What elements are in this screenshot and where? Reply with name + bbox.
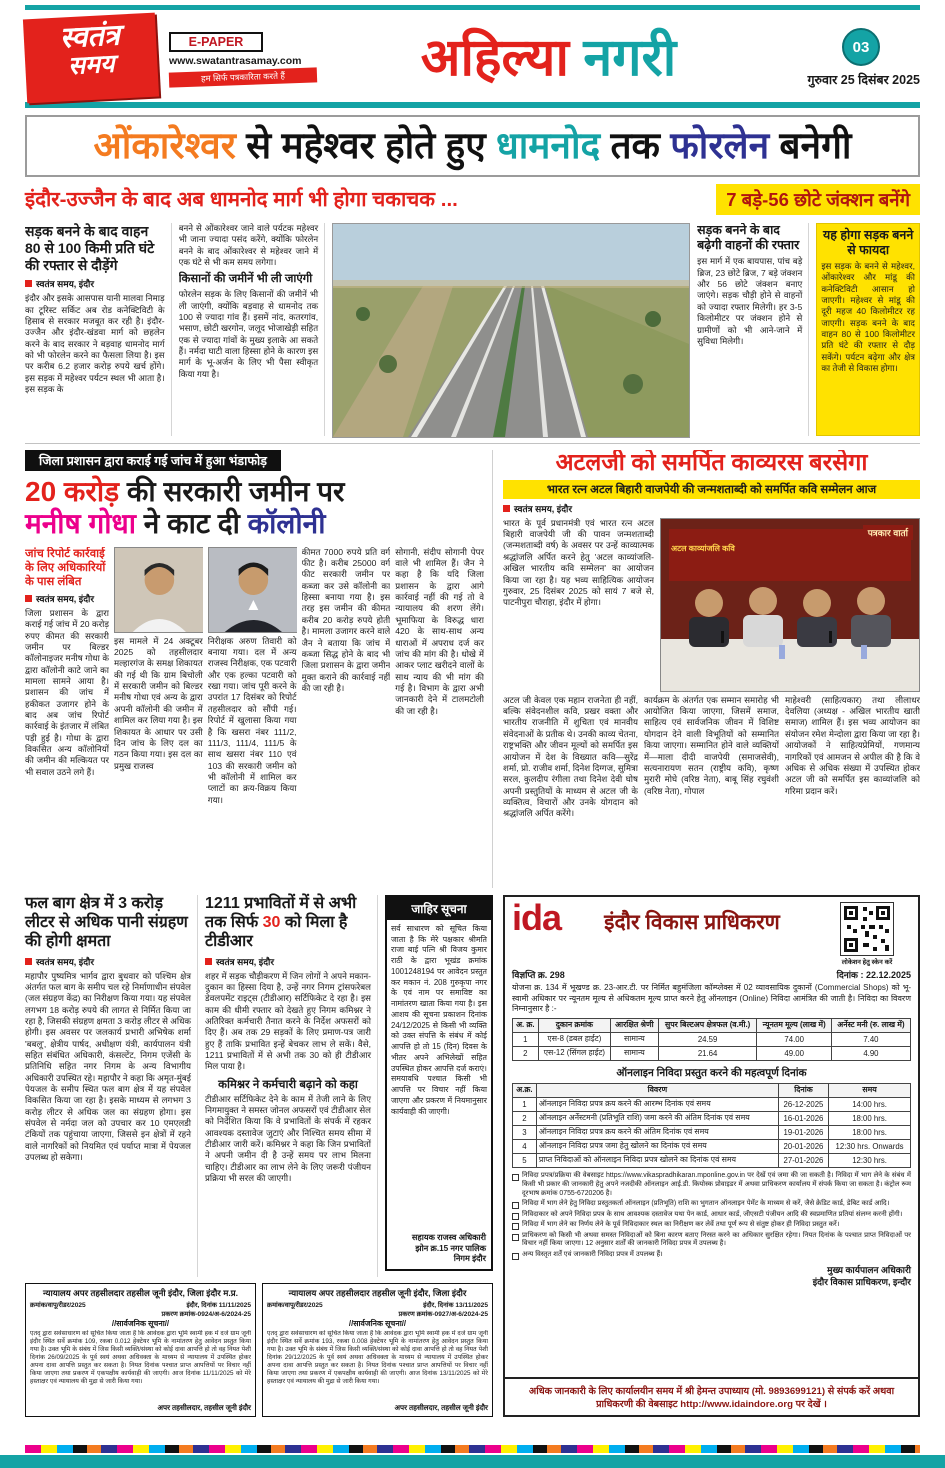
ida-dates-table bbox=[512, 1083, 911, 1168]
header-cell: अर्नेस्ट मनी (रु. लाख में) bbox=[831, 1018, 910, 1032]
cell: 3 bbox=[513, 1125, 537, 1139]
header-cell: दुकान क्रमांक bbox=[538, 1018, 610, 1032]
ida-date: दिनांक : 22.12.2025 bbox=[836, 969, 911, 980]
logo-line1: स्वतंत्र bbox=[59, 19, 121, 55]
court-notices bbox=[25, 1283, 493, 1417]
cell: 1 bbox=[513, 1097, 537, 1111]
note-text: निविदा में भाग लेने हेतु निविदा प्रस्तुतकर्ता ऑनलाइन (प्रतिभूति) राशि का भुगतान ऑनलाइन पेमेंट के माध्यम से करें, जैसे क्रेडिट कार्ड, डेबिट कार्ड आदि। bbox=[522, 1200, 890, 1207]
headline-part: 1211 प्रभावितों में से अभी तक सिर्फ bbox=[205, 894, 357, 931]
ida-dates-title: ऑनलाइन निविदा प्रस्तुत करने की महत्वपूर्ण दिनांक bbox=[616, 1066, 807, 1079]
story-paragraph: माहेश्वरी (साहित्यकार) तथा लीलाधर देवलिया (अध्यक्ष - अखिल भारतीय खाती समाज) शामिल हैं। इस भव्य आयोजन का संयोजन रमेश मेन्दोला द्वारा किया जा रहा है। आयोजकों ने साहित्यप्रेमियों, गणमान्य नागरिकों एवं आमजन से अपील की है कि वे अधिक से अधिक संख्या में उपस्थित होकर अटल जी को समर्पित इस काव्यांजलि को गरिमा प्रदान करें। bbox=[785, 694, 920, 796]
benefit-paragraph: इस सड़क के बनने से महेश्वर, ओंकारेश्वर और मांडू की कनेक्टिविटी आसान हो जाएगी। महेश्वर से मांडू की दूरी महज 40 किलोमीटर रह जाएगी। सड़क बनने के बाद वाहन 80 से 100 किलोमीटर प्रति घंटे की रफ्तार से दौड़ सकेंगे। पर्यटन बढ़ेगा और क्षेत्र का तेजी से विकास होगा। bbox=[821, 260, 915, 374]
epaper-badge[interactable]: E-PAPER bbox=[169, 32, 263, 52]
table-row bbox=[513, 1139, 911, 1153]
checkbox-icon bbox=[512, 1234, 519, 1241]
cell: ऑनलाइन निविदा प्रपत्र क्रय करने की अंतिम दिनांक एवं समय bbox=[536, 1125, 778, 1139]
story-headline: फल बाग क्षेत्र में 3 करोड़ लीटर से अधिक पानी संग्रहण की होगी क्षमता bbox=[25, 894, 188, 950]
header-cell: दिनांक bbox=[778, 1083, 828, 1097]
cell: ऑनलाइन निविदा प्रपत्र जमा हेतु खोलने का दिनांक एवं समय bbox=[536, 1139, 778, 1153]
highway-photo-graphic bbox=[333, 224, 689, 437]
cell: 74.00 bbox=[757, 1032, 831, 1046]
headline-part: को मिला है टीडीआर bbox=[205, 913, 348, 950]
story-paragraph: कार्यक्रम के अंतर्गत एक सम्मान समारोह भी आयोजित किया जाएगा, जिसमें समाज, साहित्य एवं सार्वजनिक जीवन में विशिष्ट योगदान देने वाली विभूतियों को सम्मानित किया जाएगा। सम्मानित होने वाले व्यक्तियों में—माला दीदी वाजपेयी (समाजसेवी), सत्यनारायण सतन (राष्ट्रीय कवि), कृष्ण मुरारी मोघे (वरिष्ठ नेता), बाबू सिंह रघुवंशी (वरिष्ठ नेता), गोपाल bbox=[644, 694, 779, 796]
story-headline bbox=[205, 895, 371, 952]
masthead-right bbox=[770, 16, 920, 100]
logo-line2: समय bbox=[67, 50, 116, 81]
court-signature: अपर तहसीलदार, तहसील जूनी इंदौर bbox=[394, 1402, 488, 1412]
benefit-box bbox=[816, 223, 920, 436]
press-conference-photo bbox=[660, 518, 920, 692]
masthead-divider bbox=[25, 102, 920, 108]
qr-code[interactable] bbox=[840, 902, 894, 956]
scam-column-5 bbox=[395, 547, 484, 869]
sign-line: इंदौर विकास प्राधिकरण, इन्दौर bbox=[812, 1276, 911, 1287]
lead-word: होते हुए bbox=[384, 125, 486, 166]
lead-word: तक bbox=[610, 125, 660, 166]
cell: 12:30 hrs. bbox=[829, 1153, 911, 1167]
lead-word: धामनोद bbox=[495, 125, 601, 166]
paper-title bbox=[339, 16, 758, 100]
cell: सामान्य bbox=[611, 1046, 659, 1060]
byline bbox=[205, 955, 371, 968]
photo-banner-label: पत्रकार वार्ता bbox=[863, 525, 913, 540]
checkbox-icon bbox=[512, 1213, 519, 1220]
cell: 2 bbox=[513, 1046, 539, 1060]
cell: 16-01-2026 bbox=[778, 1111, 828, 1125]
cell: 5 bbox=[513, 1153, 537, 1167]
story-paragraph: टीडीआर सर्टिफिकेट देने के काम में तेजी लाने के लिए निगमायुक्त ने समस्त जोनल अफसरों एवं टीडीआर सेल को निर्देशित किया कि वे प्रभावितों के संपर्क में रहकर आवश्यक दस्तावेज जुटाएं और निश्चित समय सीमा में टीडीआर जारी करें। कमिश्नर ने कहा कि जिन प्रभावितों ने अपनी जमीन दी है उन्हें समय पर लाभ मिलना चाहिए। टीडीआर का लाभ लेने के लिए जरूरी पंजीयन प्रक्रिया भी सरल की जाएगी। bbox=[205, 1093, 371, 1184]
byline-bullet-icon bbox=[25, 595, 32, 602]
sign-line: झोन क्र.15 नगर पालिक bbox=[415, 1243, 486, 1253]
cell: 21.64 bbox=[658, 1046, 757, 1060]
public-notice bbox=[385, 895, 493, 1277]
ida-notice-no: विज्ञप्ति क्र. 298 bbox=[512, 969, 565, 980]
court-notice-title: //सार्वजनिक सूचना// bbox=[111, 1318, 170, 1328]
header-cell: सुपर बिल्टअप क्षेत्रफल (व.मी.) bbox=[658, 1018, 757, 1032]
cell: एस-8 (डबल हाईट) bbox=[538, 1032, 610, 1046]
qr-label: लोकेशन हेतु स्केन करें bbox=[841, 958, 893, 966]
story-subhead: सड़क बनने के बाद बढ़ेगी वाहनों की रफ्तार bbox=[697, 222, 800, 253]
paper-title-red: अहिल्या bbox=[420, 29, 569, 87]
headline-part: मनीष गोधा bbox=[25, 507, 136, 539]
lead-headline bbox=[25, 115, 920, 177]
benefit-headline: यह होगा सड़क बनने से फायदा bbox=[823, 227, 914, 257]
headline-part: 20 करोड़ bbox=[25, 475, 120, 507]
scam-column-2 bbox=[114, 547, 203, 869]
table-header-row bbox=[513, 1018, 911, 1032]
cell: प्राप्त निविदाओं को ऑनलाइन निविदा प्रपत्र खोलने का दिनांक एवं समय bbox=[536, 1153, 778, 1167]
story-subhead: किसानों की जमीनें भी ली जाएंगी bbox=[178, 273, 313, 286]
top-rule bbox=[25, 5, 920, 10]
checkbox-icon bbox=[512, 1223, 519, 1230]
cell: 49.00 bbox=[757, 1046, 831, 1060]
scam-columns bbox=[25, 547, 484, 869]
story-paragraph: फोरलेन सड़क के लिए किसानों की जमीनें भी ली जाएंगी, क्योंकि बड़वाह से धामनोद तक 100 से ज्यादा गांव हैं। इसमें नांद, कतरगांव, भसाण, छोटी खरगोन, जलूद भोजाखेड़ी सहित एक से ज्यादा गांवों के मुख्य इलाके आ सकते हैं। नर्मदा घाटी वाला हिस्सा होने के कारण इस मार्ग के भू-अर्जन के लिए भी पैसा स्वीकृत किया गया है। bbox=[178, 289, 319, 379]
notice-title: जाहिर सूचना bbox=[387, 897, 491, 920]
atal-top-row bbox=[503, 518, 920, 690]
cell: 14:00 hrs. bbox=[829, 1097, 911, 1111]
byline-text: स्वतंत्र समय, इंदौर bbox=[514, 503, 573, 514]
story-subhead: कमिश्नर ने कर्मचारी बढ़ाने को कहा bbox=[218, 1078, 358, 1091]
section-divider bbox=[25, 443, 920, 444]
note-text: प्राधिकरण को किसी भी अथवा समस्त निविदाओं को बिना कारण बताए निरस्त करने का अधिकार सुरक्षित रहेगा। नियत दिनांक के पश्चात प्राप्त निविदाओं पर विचार नहीं किया जाएगा। 12 अनुसार शर्तों की जानकारी निविदा प्रपत्र में उपलब्ध है। bbox=[522, 1231, 911, 1248]
cell: 2 bbox=[513, 1111, 537, 1125]
cell: सामान्य bbox=[611, 1032, 659, 1046]
scam-column-3 bbox=[208, 547, 297, 869]
lead-subhead bbox=[25, 184, 920, 215]
lead-word: महेश्वर bbox=[281, 125, 375, 166]
cell: ऑनलाइन निविदा प्रपत्र क्रय करने की आरम्भ दिनांक एवं समय bbox=[536, 1097, 778, 1111]
court-notice-left bbox=[25, 1283, 256, 1417]
subhead-left: इंदौर-उज्जैन के बाद अब धामनोद मार्ग भी होगा चकाचक ... bbox=[25, 188, 458, 212]
cell: 26-12-2025 bbox=[778, 1097, 828, 1111]
scam-headline bbox=[25, 476, 484, 540]
byline-bullet-icon bbox=[25, 958, 32, 965]
lead-word: फोरलेन bbox=[670, 125, 770, 166]
court-date: इंदौर, दिनांक 11/11/2025 bbox=[186, 1301, 251, 1309]
subhead-highlight: 7 बड़े-56 छोटे जंक्शन बनेंगे bbox=[716, 184, 920, 215]
table-row bbox=[513, 1153, 911, 1167]
table-header-row bbox=[513, 1083, 911, 1097]
cell: 4 bbox=[513, 1139, 537, 1153]
byline-text: स्वतंत्र समय, इंदौर bbox=[36, 593, 95, 604]
photo-backdrop-label: अटल काव्यांजलि कवि bbox=[671, 543, 735, 553]
lead-column-1 bbox=[25, 223, 172, 436]
cell: 20-01-2026 bbox=[778, 1139, 828, 1153]
header-cell: समय bbox=[829, 1083, 911, 1097]
water-story bbox=[25, 895, 198, 1277]
table-row bbox=[513, 1097, 911, 1111]
cell: 27-01-2026 bbox=[778, 1153, 828, 1167]
story-paragraph: जिला प्रशासन के द्वारा कराई गई जांच में 20 करोड़ रुपए कीमत की सरकारी जमीन पर बिल्डर कॉलोनाइजर मनीष गोधा के द्वारा कॉलोनी काटे जाने का मामला सामने आया है। प्रशासन की जांच में हकीकत उजागर होने के बाद अब जांच रिपोर्ट कार्रवाई के इंतजार में लंबित पड़ी हुई है। गोधा के द्वारा विकसित अन्य कॉलोनियों की जमीन की मल्कियत पर भी सवाल उठने लगे हैं। bbox=[25, 607, 109, 777]
story-paragraph: इस मार्ग में एक बायपास, पांच बड़े ब्रिज, 23 छोटे ब्रिज, 7 बड़े जंक्शन और 56 छोटे जंक्शन बनाए जाएंगे। सड़क चौड़ी होने से वाहनों को ज्यादा रफ्तार मिलेगी। हर 3-5 किलोमीटर पर जंक्शन होने से ग्रामीणों को भी आने-जाने में सुविधा मिलेगी। bbox=[697, 256, 803, 346]
byline bbox=[25, 592, 109, 605]
person-photo-1 bbox=[114, 547, 203, 633]
note-item bbox=[512, 1232, 911, 1250]
sign-line: सहायक राजस्व अधिकारी bbox=[411, 1232, 486, 1242]
ida-meta bbox=[512, 968, 911, 981]
mid-section bbox=[25, 450, 920, 888]
side-headline: जांच रिपोर्ट कार्रवाई के लिए अधिकारियों के पास लंबित bbox=[25, 547, 106, 588]
note-item bbox=[512, 1251, 911, 1260]
lead-word: बनेगी bbox=[779, 125, 852, 166]
story-paragraph: इंदौर और इसके आसपास यानी मालवा निमाड़ का टूरिस्ट सर्किट अब रोड कनेक्टिविटी के हिसाब से सरकार मजबूत कर रही है। इंदौर-उज्जैन और इंदौर-खंडवा मार्ग को छहलेन करने के बाद सरकार ने बड़वाह धामनोद मार्ग को भी फोरलेन करने का फैसला लिया है। इस पर करीब 6.2 हजार करोड़ रुपये खर्च होंगे। इस सड़क में महेश्वर पर्यटन स्थल भी आता है। इस सड़क के bbox=[25, 293, 165, 394]
lower-stories bbox=[25, 895, 493, 1277]
note-item bbox=[512, 1211, 911, 1220]
ida-notes bbox=[512, 1172, 911, 1262]
masthead bbox=[25, 16, 920, 100]
byline-text: स्वतंत्र समय, इंदौर bbox=[216, 956, 275, 967]
bottom-rule bbox=[0, 1455, 945, 1468]
ida-signature bbox=[512, 1265, 911, 1288]
cell: एस-12 (सिंगल हाईट) bbox=[538, 1046, 610, 1060]
headline-part: ने काट दी bbox=[136, 507, 248, 539]
story-paragraph: सोगानी, संदीप सोगानी पेपर वाले भी शामिल हैं। जैन ने कहा है कि यदि जिला प्रशासन के द्वारा आगे कार्रवाई नहीं की गई तो वे न्यायालय की शरण लेंगे। भूमाफिया के विरुद्ध धारा 420 के साथ-साथ अन्य धाराओं में अपराध दर्ज कर जांच की मांग की है। धोखे में आकर प्लाट खरीदने वालों के साथ न्याय की भी मांग की गई है। विभाग के द्वारा अभी जानकारी देने में टालमटोली की जा रही है। bbox=[395, 546, 484, 716]
court-ref: क्रमांक/वापू/रीडर/2025 bbox=[267, 1301, 323, 1309]
table-row bbox=[513, 1032, 911, 1046]
note-item bbox=[512, 1200, 911, 1209]
story-paragraph: निरीक्षक अरुण तिवारी को बनाया गया। दल में अन्य राजस्व निरीक्षक, एक पटवारी और एक हल्का पटवारी को रखा गया। जांच पूरी करने के उपरांत 17 दिसंबर को रिपोर्ट तहसीलदार को सौंपी गई। रिपोर्ट में खुलासा किया गया है कि खसरा नंबर 111/2, 111/3, 111/4, 111/5 के साथ खसरा नंबर 110 एवं 103 की सरकारी जमीन को भी कॉलोनी में शामिल कर प्लाटों का क्रय-विक्रय किया गया। bbox=[207, 635, 297, 805]
header-cell: अ.क्र. bbox=[513, 1083, 537, 1097]
byline bbox=[503, 502, 920, 515]
court-body: एतद् द्वारा सर्वसाधारण को सूचित किया जाता है कि आवेदक द्वारा भूमि स्वामी हक में दर्ज ग्राम जूनी इंदौर स्थित सर्वे क्रमांक 193, रकबा 0.008 हेक्टेयर भूमि के नामांतरण हेतु आवेदन प्रस्तुत किया गया है। उक्त भूमि के संबंध में जिस किसी व्यक्ति/संस्था को कोई दावा आपत्ति हो तो वह नियत पेशी दिनांक 29/12/2025 के पूर्व स्वयं अथवा अधिवक्ता के माध्यम से न्यायालय में उपस्थित होकर अपना दावा आपत्ति प्रस्तुत कर सकता है। नियत दिनांक पश्चात प्राप्त आपत्तियों पर विचार नहीं किया जाएगा तथा प्रकरण में एकपक्षीय कार्यवाही की जाएगी। आज दिनांक 13/11/2025 को मेरे हस्ताक्षर एवं न्यायालय की मुद्रा से जारी किया गया। bbox=[267, 1329, 488, 1386]
tagline: हम सिर्फ पत्रकारिता करते हैं bbox=[169, 67, 317, 87]
bottom-section bbox=[25, 895, 920, 1417]
court-signature: अपर तहसीलदार, तहसील जूनी इंदौर bbox=[157, 1402, 251, 1412]
court-meta bbox=[267, 1300, 488, 1309]
notice-body: सर्व साधारण को सूचित किया जाता है कि मेरे पक्षकार श्रीमति राजा बाई पत्नि श्री विजय कुमार राठी के द्वारा भूखंड क्रमांक 1001248194 पर आवेदन प्रस्तुत कर मकान नं. 208 गुरुकृपा नगर के एवं नाम पर समाविष्ट का नामांतरण खाता किया गया है। इस आशय की सूचना प्रकाशन दिनांक 24/12/2025 से किसी भी व्यक्ति को उक्त संपत्ति के संबंध में कोई आपत्ति हो तो 15 (दिन) दिवस के भीतर अपने अभिलेखों सहित उपस्थित होकर आपत्ति दर्ज कराएं। समयावधि पश्चात किसी भी आपत्ति पर विचार नहीं किया जाएगा और प्रकरण में नियमानुसार कार्यवाही की जाएगी। bbox=[391, 923, 487, 1116]
court-meta bbox=[30, 1300, 251, 1309]
story-paragraph: शहर में सड़क चौड़ीकरण में जिन लोगों ने अपने मकान-दुकान का हिस्सा दिया है, उन्हें नगर निगम ट्रांसफरेबल डेवलपमेंट राइट्स (टीडीआर) सर्टिफिकेट दे रहा है। इस काम की धीमी रफ्तार को देखते हुए निगम कमिश्नर ने अतिरिक्त कर्मचारी तैनात करने के निर्देश अफसरों को दिए हैं। अब तक 29 सड़कों के लिए प्रमाण-पत्र जारी हुए हैं ताकि प्रभावित इन्हें बेचकर लाभ ले सकें। वैसे, 1211 प्रभावितों में से अभी तक 30 को ही टीडीआर मिल पाया है। bbox=[205, 970, 371, 1072]
scam-story bbox=[25, 450, 493, 888]
newspaper-logo bbox=[23, 13, 159, 104]
cell: 19-01-2026 bbox=[778, 1125, 828, 1139]
story-headline: सड़क बनने के बाद वाहन 80 से 100 किमी प्रति घंटे की रफ्तार से दौड़ेंगे bbox=[25, 222, 155, 274]
header-cell: न्यूनतम मूल्य (लाख में) bbox=[757, 1018, 831, 1032]
byline bbox=[25, 955, 191, 968]
ida-org-title: इंदौर विकास प्राधिकरण bbox=[604, 910, 780, 934]
byline-text: स्वतंत्र समय, इंदौर bbox=[36, 279, 95, 290]
ida-intro: योजना क्र. 134 में भूखण्ड क्र. 23-आर.टी. पर निर्मित बहुमंजिला कॉम्प्लेक्स में 02 व्यावसायिक दुकानों (Commercial Shops) को भू-स्वामी अधिकार पर न्यूनतम मूल्य से अधिकतम मूल्य प्राप्त करने हेतु ऑनलाइन (Online) निविदा आमंत्रित की जाती है। निविदा का विवरण निम्नानुसार है :- bbox=[512, 982, 911, 1014]
byline-bullet-icon bbox=[25, 280, 32, 287]
lead-word: ओंकारेश्वर bbox=[93, 125, 236, 166]
masthead-links bbox=[169, 16, 327, 100]
atal-headline: अटलजी को समर्पित काव्यरस बरसेगा bbox=[555, 449, 868, 475]
cell: 18:00 hrs. bbox=[829, 1111, 911, 1125]
qr-block bbox=[823, 902, 911, 966]
person-photo-2 bbox=[208, 547, 297, 633]
highway-photo bbox=[332, 223, 690, 438]
ida-contact-footer[interactable]: अधिक जानकारी के लिए कार्यालयीन समय में श्री हेमन्त उपाध्याय (मो. 9893699121) से संपर्क करें अथवा प्राधिकरणी की वेबसाइट http://www.idaindore.org पर देखें । bbox=[503, 1379, 920, 1417]
headline-part: की सरकारी जमीन पर bbox=[119, 475, 345, 507]
note-text: निविदा प्रपत्र/प्रक्रिया की वेबसाइट https://www.vikaspradhikaran.mponline.gov.in पर देखें एवं जमा की जा सकती है। निविदा में भाग लेने के संबंध में किसी भी प्रकार की जानकारी हेतु अपने नजदीकी ऑनलाइन आई.डी. कियोस्क प्रोवाइडर में अथवा प्राधिकरण कार्यालय में संपर्क किया जा सकता है। कंट्रोल रूम दूरभाष क्रमांक 0755-6720206 है। bbox=[522, 1171, 911, 1197]
ida-shops-table bbox=[512, 1018, 911, 1061]
page-number-badge: 03 bbox=[842, 28, 880, 66]
note-text: निविदा में भाग लेने का निर्णय लेने के पूर्व निविदाकार स्थल का निरीक्षण कर लेवें तथा पूर्ण रूप से संतुष्ट होकर ही निविदा प्रस्तुत करें। bbox=[522, 1221, 840, 1228]
cell: 1 bbox=[513, 1032, 539, 1046]
lead-column-3 bbox=[697, 223, 809, 436]
header-cell: विवरण bbox=[536, 1083, 778, 1097]
checkbox-icon bbox=[512, 1253, 519, 1260]
scam-column-4 bbox=[302, 547, 391, 869]
story-paragraph: बनने से ओंकारेश्वर जाने वाले पर्यटक महेश्वर भी जाना ज्यादा पसंद करेंगे, क्योंकि फोरलेन बनने के बाद ओंकारेश्वर से महेश्वर जाने में एक घंटे से भी कम समय लगेगा। bbox=[178, 222, 319, 267]
ida-logo: ida bbox=[512, 896, 562, 938]
court-notice-right bbox=[262, 1283, 493, 1417]
cell: 18:00 hrs. bbox=[829, 1125, 911, 1139]
byline-text: स्वतंत्र समय, इंदौर bbox=[36, 956, 95, 967]
header-cell: अ. क्र. bbox=[513, 1018, 539, 1032]
note-item bbox=[512, 1221, 911, 1230]
ida-advert bbox=[503, 895, 920, 1417]
checkbox-icon bbox=[512, 1202, 519, 1209]
print-registration-strip bbox=[25, 1445, 920, 1453]
paper-title-teal: नगरी bbox=[583, 29, 677, 87]
cell: 24.59 bbox=[658, 1032, 757, 1046]
atal-columns bbox=[503, 695, 920, 883]
bottom-left bbox=[25, 895, 493, 1417]
court-ref: क्रमांक/वापू/रीडर/2025 bbox=[30, 1301, 86, 1309]
lead-word: से bbox=[246, 125, 272, 166]
story-paragraph: भारत के पूर्व प्रधानमंत्री एवं भारत रत्न अटल बिहारी वाजपेयी जी की पावन जन्मशताब्दी (जन्मशताब्दी वर्ष) के अवसर पर उन्हें काव्यात्मक श्रद्धांजलि अर्पित करने हेतु 'अटल काव्यांजलि-अखिल भारतीय कवि सम्मेलन' का आयोजन किया जा रहा है। यह भव्य साहित्यिक आयोजन गुरुवार, 25 दिसंबर 2025 को सायं 7 बजे से, पाटनीपुरा चौराहा, इंदौर में होगा। bbox=[503, 517, 654, 608]
lead-story-body bbox=[25, 223, 920, 436]
public-notice-box bbox=[385, 895, 493, 1271]
lead-column-2 bbox=[179, 223, 326, 436]
table-row bbox=[513, 1125, 911, 1139]
note-text: निविदाकार को अपने निविदा प्रपत्र के साथ आवश्यक दस्तावेज यथा पेन कार्ड, आधार कार्ड, जीएसटी पंजीयन आदि की स्वप्रमाणित प्रतियां संलग्न करनी होंगी। bbox=[522, 1210, 903, 1218]
story-paragraph: इस मामले में 24 अक्टूबर 2025 को तहसीलदार मल्हारगंज के समक्ष शिकायत की गई थी कि ग्राम बिचोली में सरकारी जमीन को बिल्डर मनीष गोधा एवं अन्य के द्वारा अपनी कॉलोनी की जमीन में शामिल कर लिया गया है। इस शिकायत के आधार पर उसी दिन जांच के लिए दल का गठन किया गया। इस दल का प्रमुख राजस्व bbox=[114, 635, 203, 771]
court-header: न्यायालय अपर तहसीलदार तहसील जूनी इंदौर, जिला इंदौर म.प्र. bbox=[42, 1287, 239, 1298]
court-case-no: प्रकरण क्रमांक-0924/अ-6/2024-25 bbox=[161, 1310, 251, 1318]
table-row bbox=[513, 1111, 911, 1125]
sign-line: निगम इंदौर bbox=[453, 1254, 486, 1264]
notice-signature bbox=[387, 1231, 491, 1269]
edition-date: गुरुवार 25 दिसंबर 2025 bbox=[807, 73, 920, 87]
cell: 12:30 hrs. Onwards bbox=[829, 1139, 911, 1153]
scam-side-column bbox=[25, 547, 109, 869]
cell: ऑनलाइन अर्नेस्टमनी (प्रतिभूति राशि) जमा करने की अंतिम दिनांक एवं समय bbox=[536, 1111, 778, 1125]
note-item bbox=[512, 1172, 911, 1199]
court-body: एतद् द्वारा सर्वसाधारण को सूचित किया जाता है कि आवेदक द्वारा भूमि स्वामी हक में दर्ज ग्राम जूनी इंदौर स्थित सर्वे क्रमांक 109, रकबा 0.012 हेक्टेयर भूमि के नामांतरण हेतु आवेदन प्रस्तुत किया गया है। उक्त भूमि के संबंध में जिस किसी व्यक्ति/संस्था को कोई दावा आपत्ति हो तो वह नियत पेशी दिनांक 26/09/2025 के पूर्व स्वयं अथवा अधिवक्ता के माध्यम से न्यायालय में उपस्थित होकर अपना दावा आपत्ति प्रस्तुत कर सकता है। नियत दिनांक पश्चात प्राप्त आपत्तियों पर विचार नहीं किया जाएगा तथा प्रकरण में एकपक्षीय कार्यवाही की जाएगी। आज दिनांक 11/11/2025 को मेरे हस्ताक्षर एवं न्यायालय की मुद्रा से जारी किया गया। bbox=[30, 1329, 251, 1386]
cell: 4.90 bbox=[831, 1046, 910, 1060]
court-case-no: प्रकरण क्रमांक-0927/अ-6/2024-25 bbox=[398, 1310, 488, 1318]
cell: 7.40 bbox=[831, 1032, 910, 1046]
story-paragraph: अटल जी केवल एक महान राजनेता ही नहीं, बल्कि संवेदनशील कवि, प्रखर वक्ता और भारतीय राजनीति में शुचिता एवं मानवीय संवेदनाओं के प्रतीक थे। उनकी काव्य चेतना, राष्ट्रभक्ति और जीवन मूल्यों को समर्पित इस आयोजन में देश के विख्यात कवि—सुरेंद्र शर्मा, प्रो. राजीव शर्मा, दिनेश दिग्गज, सुमित्रा सरल, कुलदीप रंगीला तथा दिनेश देवी घोष अपनी प्रस्तुतियों के माध्यम से अटल जी के व्यक्तित्व, विचारों और उनके योगदान को श्रद्धांजलि अर्पित करेंगे। bbox=[503, 694, 638, 819]
table-row bbox=[513, 1046, 911, 1060]
note-text: अन्य विस्तृत शर्तें एवं जानकारी निविदा प्रपत्र में उपलब्ध हैं। bbox=[522, 1250, 663, 1258]
checkbox-icon bbox=[512, 1174, 519, 1181]
sign-line: मुख्य कार्यपालन अधिकारी bbox=[827, 1265, 911, 1276]
court-header: न्यायालय अपर तहसीलदार तहसील जूनी इंदौर, जिला इंदौर bbox=[288, 1287, 467, 1298]
byline bbox=[25, 277, 165, 290]
tdr-story bbox=[205, 895, 378, 1277]
ida-header bbox=[512, 896, 911, 966]
headline-part: कॉलोनी bbox=[247, 507, 326, 539]
byline-bullet-icon bbox=[503, 505, 510, 512]
headline-part: 30 bbox=[262, 913, 281, 931]
website-link[interactable]: www.swatantrasamay.com bbox=[169, 54, 302, 67]
atal-subhead: भारत रत्न अटल बिहारी वाजपेयी की जन्मशताब्दी को समर्पित कवि सम्मेलन आज bbox=[503, 480, 920, 499]
kicker-strip: जिला प्रशासन द्वारा कराई गई जांच में हुआ भंडाफोड़ bbox=[25, 450, 281, 471]
byline-bullet-icon bbox=[205, 958, 212, 965]
atal-story bbox=[503, 450, 920, 888]
ida-notice-box bbox=[503, 895, 920, 1379]
header-cell: आरक्षित श्रेणी bbox=[611, 1018, 659, 1032]
court-date: इंदौर, दिनांक 13/11/2025 bbox=[423, 1301, 488, 1309]
story-paragraph: कीमत 7000 रुपये प्रति वर्ग फीट है। करीब 25000 वर्ग फीट सरकारी जमीन पर कब्जा कर उसे कॉलोनी का हिस्सा बनाया गया है। इस तरह इस जमीन की कीमत करीब 20 करोड़ रुपये होती है। मामला उजागर करने वाले जैन ने बताया कि जांच में कब्जा सिद्ध होने के बाद भी जिला प्रशासन के द्वारा जमीन मुक्त कराने की कार्रवाई नहीं की जा रही है। bbox=[301, 546, 391, 693]
story-paragraph: महापौर पुष्यमित्र भार्गव द्वारा बुधवार को पश्चिम क्षेत्र अंतर्गत फल बाग के समीप चल रहे निर्माणाधीन संपवेल (जल संग्रहण केंद्र) का निरीक्षण किया गया। यह संपवेल लगभग 18 करोड़ रुपये की लागत से निर्मित किया जा रहा है, जिसकी संग्रहण क्षमता 3 करोड़ लीटर से अधिक होगी। इस अवसर पर जलकार्य प्रभारी अभिषेक शर्मा 'बबलू', क्षेत्रीय पार्षद, अधीक्षण यंत्री, कार्यपालन यंत्री सहित संबंधित अधिकारी, कंसल्टेंट, निगम एजेंसी के प्रतिनिधि सहित नगर निगम के अन्य विभागीय अधिकारी उपस्थित रहे। महापौर ने कहा कि अमृत-मुंबई पेयजल के समीप स्थित फल बाग क्षेत्र में यह संपवेल विकसित किया जा रहा है। इसके माध्यम से लगभग 3 करोड़ लीटर से अधिक जल का संग्रहण होगा। इस संपवेल से नर्मदा जल को उपचार कर 10 एमएलडी टंकियों तक पहुंचाया जाएगा, जिससे इन क्षेत्रों में रहने वाले नागरिकों को नियमित एवं पर्याप्त मात्रा में पेयजल उपलब्ध हो सकेगा। bbox=[25, 970, 191, 1163]
court-notice-title: //सार्वजनिक सूचना// bbox=[348, 1318, 407, 1328]
